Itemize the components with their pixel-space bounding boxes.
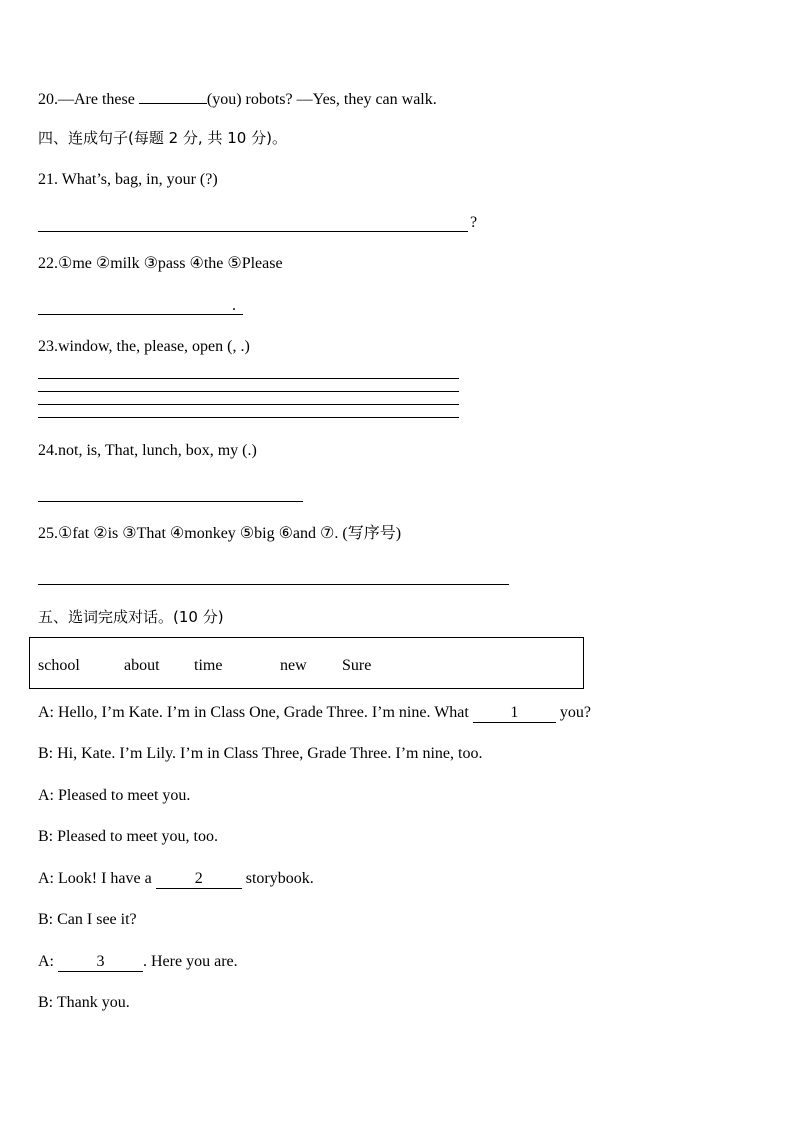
word-bank-item: Sure (342, 657, 372, 674)
q21-answer-line[interactable] (38, 231, 468, 232)
dialogue-text: you? (555, 704, 591, 721)
blank-1[interactable]: 1 (473, 704, 556, 723)
dialogue-line-6: B: Can I see it? (38, 911, 137, 928)
dialogue-text: A: Hello, I’m Kate. I’m in Class One, Grade Three. I’m nine. What (38, 704, 473, 721)
question-25-prompt: 25.①fat ②is ③That ④monkey ⑤big ⑥and ⑦. (写序号) (38, 525, 402, 542)
word-bank-item: new (280, 657, 307, 674)
dialogue-line-3: A: Pleased to meet you. (38, 787, 191, 804)
question-20 (38, 87, 437, 110)
q20-suffix: (you) robots? —Yes, they can walk. (206, 91, 437, 108)
q20-prefix: 20.—Are these (38, 91, 139, 108)
question-22-prompt: 22.①me ②milk ③pass ④the ⑤Please (38, 255, 283, 272)
word-bank-item: school (38, 657, 80, 674)
q22-answer-line[interactable] (38, 314, 243, 315)
q20-answer-blank[interactable] (139, 87, 207, 104)
q22-end-mark: . (232, 297, 236, 314)
blank-2[interactable]: 2 (156, 870, 242, 889)
dialogue-line-2: B: Hi, Kate. I’m Lily. I’m in Class Three, Grade Three. I’m nine, too. (38, 745, 483, 762)
dialogue-line-8: B: Thank you. (38, 994, 130, 1011)
q21-end-mark: ? (470, 214, 478, 231)
dialogue-text: storybook. (241, 870, 314, 887)
q23-answer-line-2[interactable] (38, 391, 459, 392)
dialogue-line-4: B: Pleased to meet you, too. (38, 828, 218, 845)
q23-answer-line-3[interactable] (38, 404, 459, 405)
q23-answer-line-4[interactable] (38, 417, 459, 418)
question-23-prompt: 23.window, the, please, open (, .) (38, 338, 250, 355)
blank-3[interactable]: 3 (58, 953, 143, 972)
q23-answer-line-1[interactable] (38, 378, 459, 379)
dialogue-text: . Here you are. (143, 953, 238, 970)
question-21-prompt: 21. What’s, bag, in, your (?) (38, 171, 218, 188)
dialogue-text: A: Look! I have a (38, 870, 156, 887)
word-bank-item: about (124, 657, 160, 674)
q25-answer-line[interactable] (38, 584, 509, 585)
dialogue-line-5 (38, 869, 314, 889)
word-bank-box (29, 637, 584, 689)
section-5-heading: 五、选词完成对话。(10 分) (38, 608, 224, 626)
q24-answer-line[interactable] (38, 501, 303, 502)
section-4-heading: 四、连成句子(每题 2 分, 共 10 分)。 (38, 129, 287, 147)
word-bank-item: time (194, 657, 223, 674)
dialogue-line-7 (38, 952, 238, 972)
question-24-prompt: 24.not, is, That, lunch, box, my (.) (38, 442, 257, 459)
dialogue-line-1 (38, 703, 591, 723)
dialogue-text: A: (38, 953, 58, 970)
